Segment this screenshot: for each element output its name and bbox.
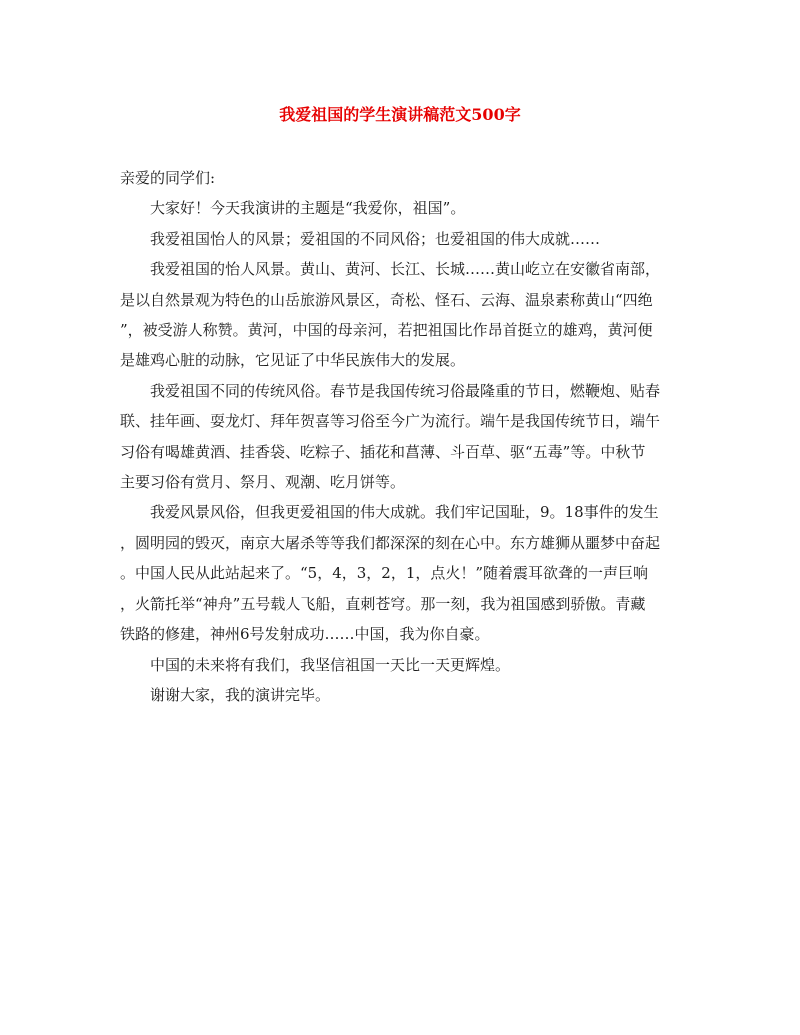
salutation: 亲爱的同学们:: [120, 169, 216, 187]
speech-paragraph: [120, 376, 692, 498]
paragraph-line: 联、挂年画、耍龙灯、拜年贺喜等习俗至今广为流行。端午是我国传统节日，端午: [120, 412, 661, 431]
paragraph-list: [120, 193, 692, 710]
speech-paragraph: [120, 497, 692, 649]
paragraph-line: 大家好！今天我演讲的主题是“我爱你，祖国”。: [150, 199, 466, 218]
speech-paragraph: [120, 680, 692, 710]
paragraph-line: 我爱祖国的怡人风景。黄山、黄河、长江、长城……黄山屹立在安徽省南部，: [150, 260, 661, 279]
paragraph-line: 主要习俗有赏月、祭月、观潮、吃月饼等。: [120, 473, 406, 492]
paragraph-line: 是以自然景观为特色的山岳旅游风景区，奇松、怪石、云海、温泉素称黄山“四绝: [120, 290, 653, 309]
speech-paragraph: [120, 650, 692, 680]
paragraph-line: 我爱风景风俗，但我更爱祖国的伟大成就。我们牢记国耻，9。18事件的发生: [150, 503, 659, 522]
paragraph-line: 我爱祖国怡人的风景；爱祖国的不同风俗；也爱祖国的伟大成就……: [150, 229, 601, 248]
paragraph-line: 中国的未来将有我们，我坚信祖国一天比一天更辉煌。: [150, 655, 511, 674]
paragraph-line: 我爱祖国不同的传统风俗。春节是我国传统习俗最隆重的节日，燃鞭炮、贴春: [150, 381, 661, 400]
paragraph-line: ”，被受游人称赞。黄河，中国的母亲河，若把祖国比作昂首挺立的雄鸡，黄河便: [120, 321, 653, 340]
paragraph-line: 习俗有喝雄黄酒、挂香袋、吃粽子、插花和菖薄、斗百草、驱“五毒”等。中秋节: [120, 442, 646, 461]
speech-paragraph: [120, 224, 692, 254]
paragraph-line: 。中国人民从此站起来了。“5，4，3，2，1，点火！”随着震耳欲聋的一声巨响: [120, 564, 649, 583]
paragraph-line: 谢谢大家，我的演讲完毕。: [150, 685, 331, 704]
document-title: 我爱祖国的学生演讲稿范文500字: [279, 105, 521, 124]
speech-paragraph: [120, 193, 692, 223]
paragraph-line: ，火箭托举“神舟”五号载人飞船，直刺苍穹。那一刻，我为祖国感到骄傲。青藏: [120, 594, 646, 613]
speech-body: [120, 163, 692, 710]
paragraph-line: 是雄鸡心脏的动脉，它见证了中华民族伟大的发展。: [120, 351, 466, 370]
paragraph-line: ，圆明园的毁灭，南京大屠杀等等我们都深深的刻在心中。东方雄狮从噩梦中奋起: [120, 533, 661, 552]
speech-paragraph: [120, 254, 692, 376]
paragraph-line: 铁路的修建，神州6号发射成功……中国，我为你自豪。: [120, 625, 490, 644]
